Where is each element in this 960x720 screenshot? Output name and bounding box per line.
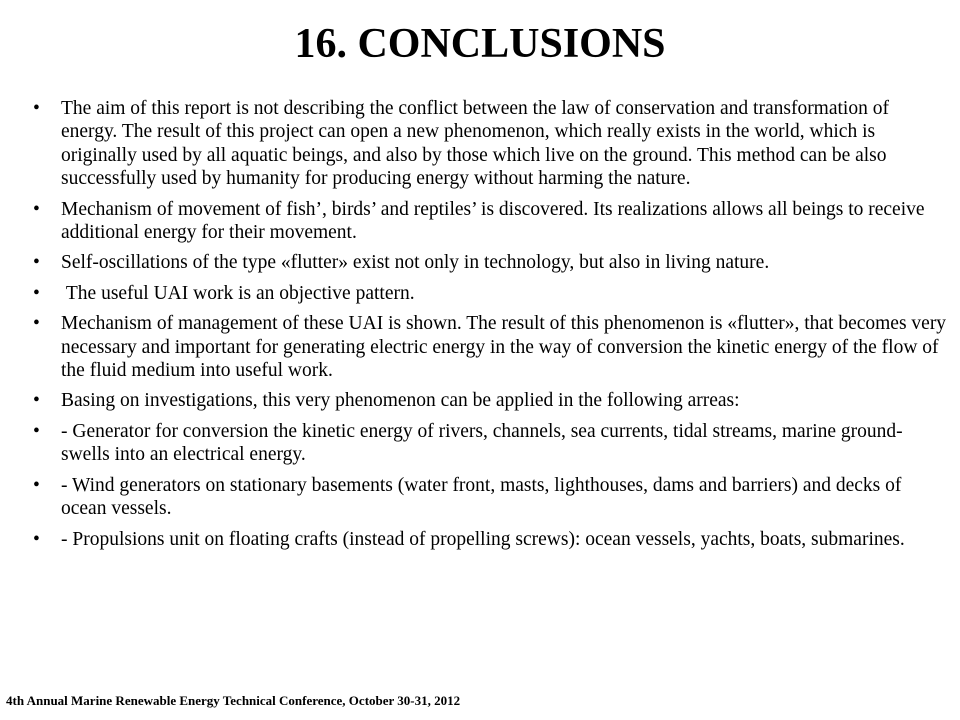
bullet-item bbox=[33, 97, 948, 191]
bullet-icon: • bbox=[33, 282, 40, 304]
bullet-icon: • bbox=[33, 390, 40, 412]
bullet-icon: • bbox=[33, 420, 40, 442]
bullet-item bbox=[33, 389, 948, 412]
bullet-icon: • bbox=[33, 528, 40, 550]
conference-footer: 4th Annual Marine Renewable Energy Technical Conference, October 30-31, 2012 bbox=[6, 693, 461, 708]
bullet-item bbox=[33, 251, 948, 274]
slide-title: 16. CONCLUSIONS bbox=[294, 21, 666, 67]
bullet-text: Mechanism of movement of fish’, birds’ and reptiles’ is discovered. Its realizations allows all beings to receive additional energy for their movement. bbox=[61, 198, 925, 244]
bullet-item bbox=[33, 474, 948, 521]
bullet-text: - Generator for conversion the kinetic energy of rivers, channels, sea currents, tidal streams, marine ground-swells into an electrical energy. bbox=[61, 420, 903, 466]
bullet-item bbox=[33, 282, 948, 305]
bullet-item bbox=[33, 528, 948, 551]
bullet-icon: • bbox=[33, 474, 40, 496]
bullet-text: Self-oscillations of the type «flutter» exist not only in technology, but also in living nature. bbox=[61, 252, 770, 274]
bullet-item bbox=[33, 198, 948, 245]
bullet-text: - Propulsions unit on floating crafts (instead of propelling screws): ocean vessels, yachts, boats, submarines. bbox=[61, 528, 905, 550]
bullet-text: The aim of this report is not describing the conflict between the law of conservation and transformation of energy. The result of this project can open a new phenomenon, which really exists in the world, which is originally used by all aquatic beings, and also by those which live on the ground. This method can be also successfully used by humanity for producing energy without harming the nature. bbox=[61, 98, 889, 190]
bullet-text: The useful UAI work is an objective pattern. bbox=[61, 282, 415, 304]
bullet-item bbox=[33, 420, 948, 467]
bullet-icon: • bbox=[33, 198, 40, 220]
bullet-icon: • bbox=[33, 313, 40, 335]
bullet-text: Mechanism of management of these UAI is shown. The result of this phenomenon is «flutter», that becomes very necessary and important for generating electric energy in the way of conversion the kinetic energy of the flow of the fluid medium into useful work. bbox=[61, 313, 947, 382]
bullet-item bbox=[33, 312, 948, 382]
bullet-icon: • bbox=[33, 252, 40, 274]
bullet-icon: • bbox=[33, 98, 40, 119]
conclusions-list bbox=[33, 97, 948, 558]
bullet-text: Basing on investigations, this very phenomenon can be applied in the following arreas: bbox=[61, 390, 740, 412]
bullet-text: - Wind generators on stationary basements (water front, masts, lighthouses, dams and barriers) and decks of ocean vessels. bbox=[61, 474, 902, 520]
